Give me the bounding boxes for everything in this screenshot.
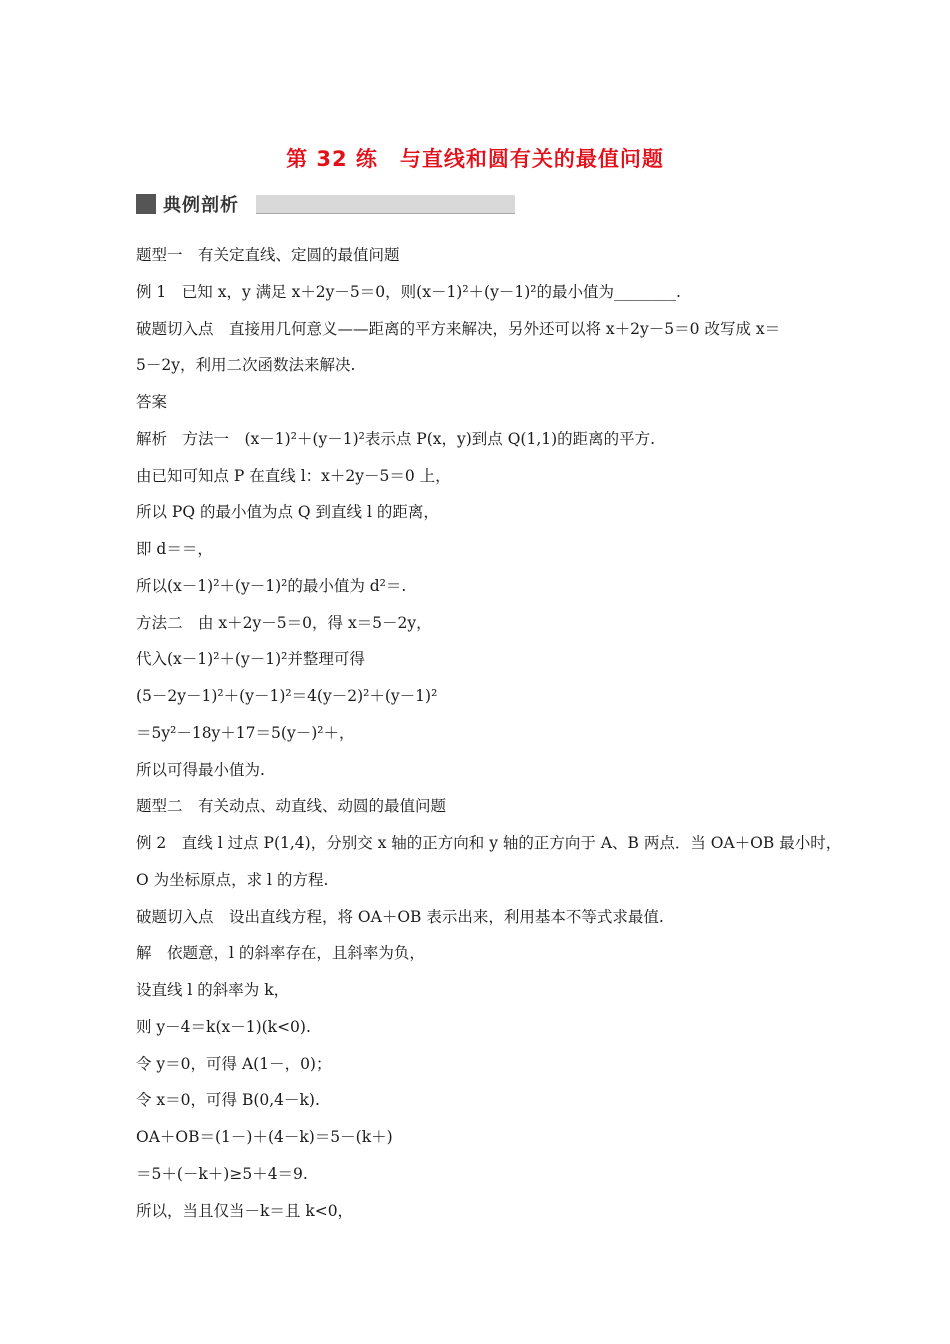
page-title: 第 32 练 与直线和圆有关的最值问题: [286, 147, 664, 171]
text-line: 代入(x－1)²＋(y－1)²并整理可得: [136, 650, 365, 669]
text-line: 所以(x－1)²＋(y－1)²的最小值为 d²＝.: [136, 576, 407, 595]
text-line: 解析 方法一 (x－1)²＋(y－1)²表示点 P(x，y)到点 Q(1,1)的距离的平方.: [136, 429, 656, 448]
text-line: 设直线 l 的斜率为 k，: [136, 981, 290, 999]
text-line: ＝5＋(－k＋)≥5＋4＝9.: [136, 1164, 308, 1183]
document-body: [136, 244, 842, 1236]
text-line: 所以可得最小值为.: [136, 760, 265, 779]
text-line: 5－2y，利用二次函数法来解决.: [136, 356, 356, 375]
section-header: [136, 192, 239, 216]
text-line: 则 y－4＝k(x－1)(k<0).: [136, 1017, 311, 1036]
text-line: 所以，当且仅当－k＝且 k<0，: [136, 1201, 354, 1220]
text-line: 答案: [136, 393, 168, 411]
text-line: 方法二 由 x＋2y－5＝0，得 x＝5－2y，: [136, 613, 432, 632]
text-line: OA＋OB＝(1－)＋(4－k)＝5－(k＋): [136, 1128, 393, 1146]
text-line: O 为坐标原点，求 l 的方程.: [136, 870, 329, 889]
text-line: 所以 PQ 的最小值为点 Q 到直线 l 的距离，: [136, 503, 439, 522]
text-line: 破题切入点 直接用几何意义——距离的平方来解决，另外还可以将 x＋2y－5＝0 改写成 x＝: [136, 319, 781, 338]
text-line: 题型一 有关定直线、定圆的最值问题: [136, 246, 400, 264]
text-line: 令 y＝0，可得 A(1－，0)；: [136, 1054, 332, 1073]
section-label: 典例剖析: [163, 195, 239, 216]
text-line: (5－2y－1)²＋(y－1)²＝4(y－2)²＋(y－1)²: [136, 687, 438, 705]
text-line: 例 2 直线 l 过点 P(1,4)，分别交 x 轴的正方向和 y 轴的正方向于 A、B 两点．当 OA＋OB 最小时，: [136, 834, 842, 852]
text-line: 题型二 有关动点、动直线、动圆的最值问题: [136, 797, 447, 816]
text-line: 破题切入点 设出直线方程，将 OA＋OB 表示出来，利用基本不等式求最值.: [136, 907, 664, 926]
section-square-icon: [136, 194, 156, 214]
text-line: ＝5y²－18y＋17＝5(y－)²＋，: [136, 723, 355, 742]
text-line: 解 依题意，l 的斜率存在，且斜率为负，: [136, 944, 425, 963]
text-line: 即 d＝＝，: [136, 540, 213, 558]
section-bar: [256, 195, 515, 214]
text-line: 令 x＝0，可得 B(0,4－k).: [136, 1091, 320, 1110]
text-line: 例 1 已知 x，y 满足 x＋2y－5＝0，则(x－1)²＋(y－1)²的最小值为________.: [136, 282, 681, 301]
text-line: 由已知可知点 P 在直线 l：x＋2y－5＝0 上，: [136, 466, 451, 485]
